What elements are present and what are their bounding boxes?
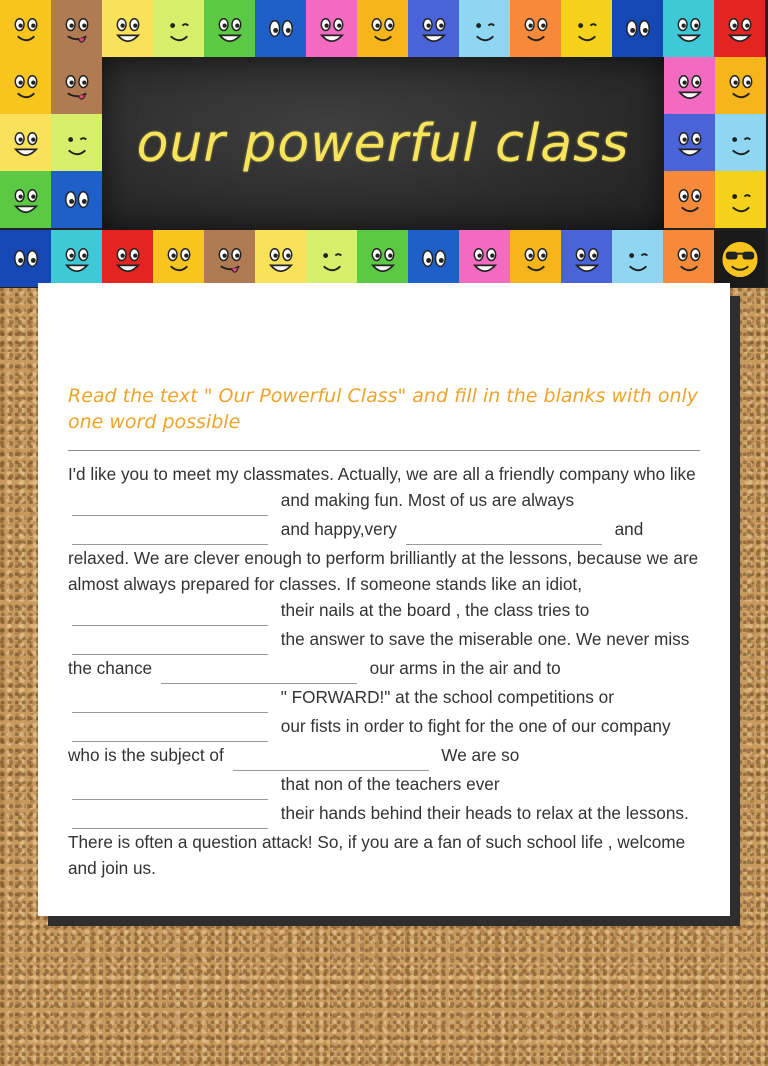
- divider: [68, 450, 700, 451]
- chalkboard: [102, 57, 664, 230]
- blank-input-2[interactable]: [72, 527, 268, 545]
- smiley-tile: [715, 171, 766, 228]
- smiley-tile: [153, 230, 204, 287]
- worksheet-paper: [38, 283, 730, 916]
- smiley-tile: [714, 230, 765, 287]
- smiley-tile: [102, 0, 153, 57]
- instructions: Read the text " Our Powerful Class" and fill in the blanks with only one word possible: [68, 385, 699, 433]
- smiley-face-icon: [312, 239, 352, 279]
- smiley-face-icon: [516, 9, 556, 49]
- smiley-tile: [204, 0, 255, 57]
- smiley-face-icon: [669, 9, 709, 49]
- smiley-tile: [306, 0, 357, 57]
- smiley-tile: [255, 230, 306, 287]
- passage-segment: their hands behind their heads to relax at the lessons. There is often a question attack! So, if you are a fan of such school life , welcome and join us.: [68, 803, 689, 878]
- smiley-tile: [255, 0, 306, 57]
- smiley-tile: [102, 230, 153, 287]
- blank-input-4[interactable]: [72, 608, 268, 626]
- smiley-tile: [51, 114, 102, 171]
- smiley-tile: [0, 230, 51, 287]
- smiley-tile: [561, 0, 612, 57]
- smiley-face-icon: [6, 123, 46, 163]
- smiley-tile: [408, 230, 459, 287]
- smiley-face-icon: [261, 239, 301, 279]
- blank-input-11[interactable]: [72, 811, 268, 829]
- smiley-face-icon: [6, 239, 46, 279]
- smiley-face-icon: [210, 239, 250, 279]
- smiley-face-icon: [414, 239, 454, 279]
- blank-input-7[interactable]: [72, 695, 268, 713]
- passage-segment: our fists in order to fight for the one of our company who is the subject of: [68, 716, 671, 765]
- smiley-tile: [715, 57, 766, 114]
- smiley-face-icon: [670, 66, 710, 106]
- smiley-face-icon: [108, 9, 148, 49]
- smiley-tile: [459, 0, 510, 57]
- smiley-face-icon: [261, 9, 301, 49]
- smiley-face-icon: [414, 9, 454, 49]
- smiley-tile: [664, 171, 715, 228]
- smiley-face-icon: [618, 9, 658, 49]
- smiley-face-icon: [670, 180, 710, 220]
- smiley-tile: [510, 0, 561, 57]
- smiley-face-icon: [721, 180, 761, 220]
- passage-segment: and making fun. Most of us are always: [280, 490, 575, 510]
- smiley-tile: [715, 114, 766, 171]
- smiley-face-icon: [6, 9, 46, 49]
- smiley-face-icon: [159, 9, 199, 49]
- smiley-tile: [51, 0, 102, 57]
- smiley-tile: [0, 114, 51, 171]
- blank-input-5[interactable]: [72, 637, 268, 655]
- smiley-tile: [204, 230, 255, 287]
- smiley-tile: [51, 171, 102, 228]
- smiley-face-icon: [721, 123, 761, 163]
- smiley-face-icon: [669, 239, 709, 279]
- passage-segment: I'd like you to meet my classmates. Actually, we are all a friendly company who like: [68, 464, 696, 484]
- smiley-tile: [612, 0, 663, 57]
- smiley-face-icon: [567, 9, 607, 49]
- smiley-tile: [664, 57, 715, 114]
- smiley-face-icon: [57, 180, 97, 220]
- smiley-face-icon: [57, 123, 97, 163]
- passage-segment: the answer to save the miserable one. We never miss the chance: [68, 629, 690, 678]
- smiley-face-icon: [57, 239, 97, 279]
- passage-segment: our arms in the air and to: [369, 658, 561, 678]
- smiley-face-icon: [720, 9, 760, 49]
- smiley-face-icon: [618, 239, 658, 279]
- smiley-face-icon: [363, 239, 403, 279]
- blank-input-8[interactable]: [72, 724, 268, 742]
- smiley-tile: [663, 230, 714, 287]
- smiley-tile: [408, 0, 459, 57]
- passage-segment: and relaxed. We are clever enough to perform brilliantly at the lessons, because we are almost always prepared for classes. If someone stands like an idiot,: [68, 519, 699, 594]
- smiley-face-icon: [159, 239, 199, 279]
- smiley-tile: [306, 230, 357, 287]
- smiley-face-icon: [108, 239, 148, 279]
- smiley-face-icon: [57, 66, 97, 106]
- passage-segment: and happy,very: [280, 519, 398, 539]
- smiley-tile: [664, 114, 715, 171]
- smiley-face-icon: [6, 66, 46, 106]
- smiley-face-icon: [57, 9, 97, 49]
- smiley-face-icon: [567, 239, 607, 279]
- header-banner: [0, 0, 768, 288]
- smiley-tile: [51, 57, 102, 114]
- smiley-tile: [357, 230, 408, 287]
- smiley-tile: [663, 0, 714, 57]
- blank-input-3[interactable]: [406, 527, 602, 545]
- smiley-tile: [561, 230, 612, 287]
- passage-text: [68, 461, 704, 881]
- sunglasses-face-icon: [720, 239, 760, 279]
- passage-segment: We are so: [441, 745, 520, 765]
- smiley-tile: [459, 230, 510, 287]
- smiley-tile: [51, 230, 102, 287]
- smiley-face-icon: [210, 9, 250, 49]
- smiley-face-icon: [516, 239, 556, 279]
- smiley-face-icon: [312, 9, 352, 49]
- blank-input-10[interactable]: [72, 782, 268, 800]
- passage-segment: " FORWARD!" at the school competitions or: [280, 687, 614, 707]
- smiley-face-icon: [6, 180, 46, 220]
- smiley-tile: [714, 0, 765, 57]
- smiley-face-icon: [465, 239, 505, 279]
- smiley-face-icon: [721, 66, 761, 106]
- smiley-face-icon: [465, 9, 505, 49]
- smiley-tile: [0, 57, 51, 114]
- blank-input-6[interactable]: [161, 666, 357, 684]
- smiley-tile: [0, 171, 51, 228]
- page-title: our powerful class: [136, 113, 630, 174]
- smiley-face-icon: [670, 123, 710, 163]
- passage-segment: that non of the teachers ever: [280, 774, 500, 794]
- smiley-tile: [153, 0, 204, 57]
- passage-segment: their nails at the board , the class tries to: [280, 600, 590, 620]
- blank-input-1[interactable]: [72, 498, 268, 516]
- smiley-face-icon: [363, 9, 403, 49]
- blank-input-9[interactable]: [233, 753, 429, 771]
- smiley-tile: [612, 230, 663, 287]
- smiley-tile: [510, 230, 561, 287]
- smiley-tile: [0, 0, 51, 57]
- smiley-tile: [357, 0, 408, 57]
